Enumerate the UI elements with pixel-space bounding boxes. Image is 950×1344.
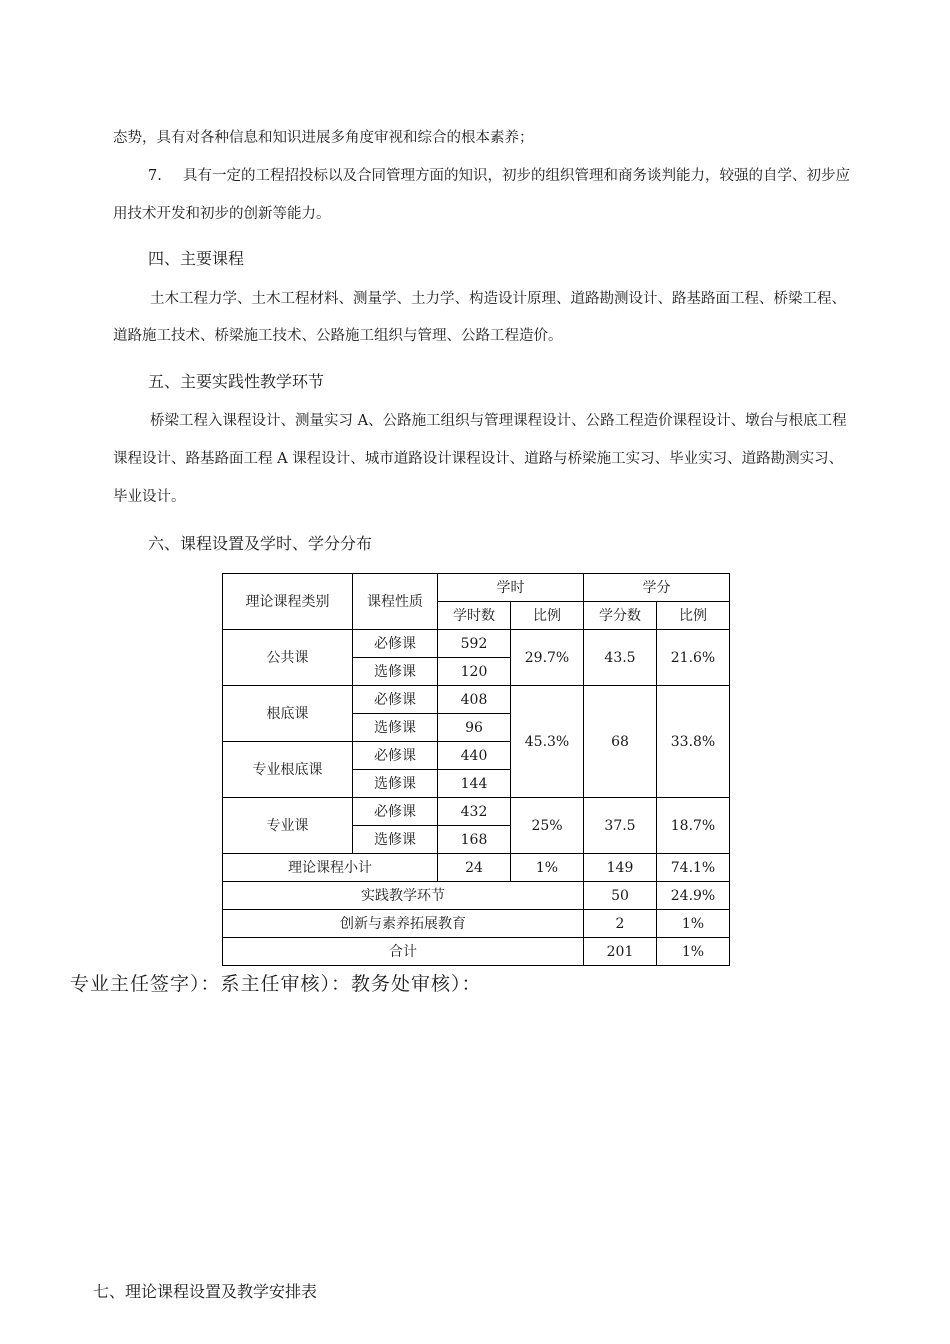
group-name: 根底课 [223,686,353,742]
innovation-credits: 2 [584,910,657,938]
section-4-line-2: 道路施工技术、桥梁施工技术、公路施工组织与管理、公路工程造价。 [113,328,563,344]
subtotal-hours-ratio: 1% [511,854,584,882]
practice-row [223,882,730,910]
header-credit-ratio: 比例 [657,602,730,630]
hours-cell: 432 [438,798,511,826]
practice-credits: 50 [584,882,657,910]
hours-cell: 168 [438,826,511,854]
total-ratio: 1% [657,938,730,966]
subtotal-credits: 149 [584,854,657,882]
table-row [223,630,730,658]
table-row [223,686,730,714]
section-5-line-3: 毕业设计。 [113,489,186,505]
nature-cell: 选修课 [353,826,438,854]
section-7-title: 七、理论课程设置及教学安排表 [93,1282,318,1301]
section-5-line-2: 课程设计、路基路面工程 A 课程设计、城市道路设计课程设计、道路与桥梁施工实习、毕业实习、道路勘测实习、 [113,451,844,467]
subtotal-credit-ratio: 74.1% [657,854,730,882]
hours-ratio-cell: 29.7% [511,630,584,686]
nature-cell: 选修课 [353,714,438,742]
total-label: 合计 [223,938,584,966]
hours-cell: 96 [438,714,511,742]
credit-ratio-cell: 33.8% [657,686,730,798]
credits-cell: 37.5 [584,798,657,854]
course-distribution-table [222,573,730,966]
group-name: 专业课 [223,798,353,854]
table-row [223,798,730,826]
hours-cell: 440 [438,742,511,770]
total-credits: 201 [584,938,657,966]
hours-cell: 408 [438,686,511,714]
hours-cell: 120 [438,658,511,686]
subtotal-row [223,854,730,882]
header-hours-num: 学时数 [438,602,511,630]
hours-cell: 592 [438,630,511,658]
hours-ratio-cell: 25% [511,798,584,854]
innovation-row [223,910,730,938]
hours-ratio-cell: 45.3% [511,686,584,798]
table-header-row-1 [223,574,730,602]
section-6-title: 六、课程设置及学时、学分分布 [148,534,373,553]
nature-cell: 选修课 [353,770,438,798]
header-category: 理论课程类别 [223,574,353,630]
credit-ratio-cell: 21.6% [657,630,730,686]
paragraph-7-number: 7. [148,168,162,184]
paragraph-7-line-2: 用技术开发和初步的创新等能力。 [113,206,331,222]
credits-cell: 43.5 [584,630,657,686]
credit-ratio-cell: 18.7% [657,798,730,854]
group-name: 公共课 [223,630,353,686]
practice-ratio: 24.9% [657,882,730,910]
paragraph-7-line-1: 具有一定的工程招投标以及合同管理方面的知识，初步的组织管理和商务谈判能力，较强的自学、初步应 [183,168,850,184]
group-name: 专业根底课 [223,742,353,798]
section-4-line-1: 土木工程力学、土木工程材料、测量学、土力学、构造设计原理、道路勘测设计、路基路面工程、桥梁工程、 [150,291,846,307]
innovation-label: 创新与素养拓展教育 [223,910,584,938]
section-5-line-1: 桥梁工程入课程设计、测量实习 A、公路施工组织与管理课程设计、公路工程造价课程设计、墩台与根底工程 [150,413,847,429]
credits-cell: 68 [584,686,657,798]
section-5-title: 五、主要实践性教学环节 [148,372,325,391]
innovation-ratio: 1% [657,910,730,938]
nature-cell: 选修课 [353,658,438,686]
subtotal-label: 理论课程小计 [223,854,438,882]
header-hours: 学时 [438,574,584,602]
subtotal-hours: 24 [438,854,511,882]
nature-cell: 必修课 [353,742,438,770]
nature-cell: 必修课 [353,686,438,714]
header-credits: 学分 [584,574,730,602]
nature-cell: 必修课 [353,630,438,658]
nature-cell: 必修课 [353,798,438,826]
paragraph-continuation: 态势，具有对各种信息和知识进展多角度审视和综合的根本素养； [113,130,534,146]
header-hours-ratio: 比例 [511,602,584,630]
signature-line: 专业主任签字）：系主任审核）：教务处审核）： [70,973,482,995]
header-nature: 课程性质 [353,574,438,630]
section-4-title: 四、主要课程 [148,249,245,268]
total-row [223,938,730,966]
hours-cell: 144 [438,770,511,798]
header-credit-num: 学分数 [584,602,657,630]
practice-label: 实践教学环节 [223,882,584,910]
